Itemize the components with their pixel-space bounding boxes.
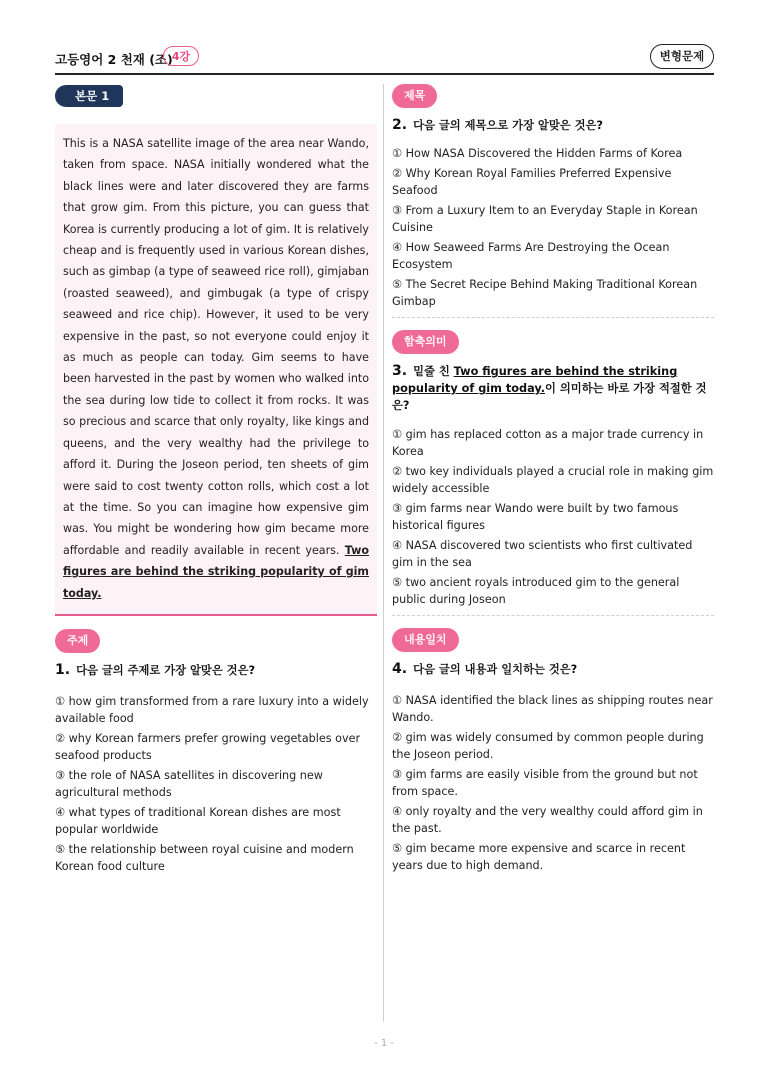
q4-prompt: 다음 글의 내용과 일치하는 것은? bbox=[413, 663, 578, 676]
q1-title bbox=[55, 662, 377, 679]
q2-option-3[interactable]: ③ From a Luxury Item to an Everyday Staple in Korean Cuisine bbox=[392, 204, 698, 234]
header-rule bbox=[55, 73, 714, 75]
q4-title bbox=[392, 661, 714, 678]
q4-options bbox=[392, 692, 714, 874]
q1-number: 1. bbox=[55, 661, 71, 678]
passage-badge: 본문 1 bbox=[55, 85, 123, 107]
lesson-badge: 4강 bbox=[163, 46, 199, 66]
page-number: - 1 - bbox=[374, 1038, 394, 1049]
q4-option-5[interactable]: ⑤ gim became more expensive and scarce in recent years due to high demand. bbox=[392, 842, 686, 872]
q3-prompt-pre: 밑줄 친 bbox=[413, 365, 454, 378]
q2-option-5[interactable]: ⑤ The Secret Recipe Behind Making Traditional Korean Gimbap bbox=[392, 278, 698, 308]
q3-option-3[interactable]: ③ gim farms near Wando were built by two famous historical figures bbox=[392, 502, 679, 532]
q1-option-5[interactable]: ⑤ the relationship between royal cuisine and modern Korean food culture bbox=[55, 842, 354, 873]
q3-option-4[interactable]: ④ NASA discovered two scientists who first cultivated gim in the sea bbox=[392, 539, 693, 569]
question-type-badge: 변형문제 bbox=[650, 44, 714, 69]
column-divider bbox=[383, 84, 384, 1022]
q3-title bbox=[392, 363, 714, 414]
q3-prompt-underlined: Two figures are behind the striking popularity of gim today. bbox=[392, 365, 678, 395]
right-column bbox=[392, 84, 714, 877]
q1-option-1[interactable]: ① how gim transformed from a rare luxury into a widely available food bbox=[55, 694, 369, 725]
q1-type-badge: 주제 bbox=[55, 629, 100, 653]
q4-option-3[interactable]: ③ gim farms are easily visible from the ground but not from space. bbox=[392, 768, 698, 798]
q3-number: 3. bbox=[392, 363, 408, 379]
q2-number: 2. bbox=[392, 117, 408, 133]
q2-options bbox=[392, 145, 714, 310]
q1-option-4[interactable]: ④ what types of traditional Korean dishes are most popular worldwide bbox=[55, 805, 341, 836]
q3-options bbox=[392, 426, 714, 608]
q1-option-3[interactable]: ③ the role of NASA satellites in discovering new agricultural methods bbox=[55, 768, 323, 799]
q4-option-2[interactable]: ② gim was widely consumed by common people during the Joseon period. bbox=[392, 731, 704, 761]
q3-separator bbox=[392, 615, 714, 616]
q1-options bbox=[55, 693, 377, 875]
passage-underlined-sentence: Two figures are behind the striking popularity of gim today. bbox=[63, 543, 369, 600]
q2-option-2[interactable]: ② Why Korean Royal Families Preferred Expensive Seafood bbox=[392, 167, 672, 197]
q2-option-1[interactable]: ① How NASA Discovered the Hidden Farms of Korea bbox=[392, 147, 683, 160]
q2-prompt: 다음 글의 제목으로 가장 알맞은 것은? bbox=[413, 119, 603, 132]
passage-text bbox=[63, 133, 369, 604]
q2-separator bbox=[392, 317, 714, 318]
q4-option-4[interactable]: ④ only royalty and the very wealthy could afford gim in the past. bbox=[392, 805, 703, 835]
q3-option-5[interactable]: ⑤ two ancient royals introduced gim to the general public during Joseon bbox=[392, 576, 680, 606]
left-column bbox=[55, 84, 377, 878]
q3-prompt-post: 이 의미하는 바로 가장 적절한 것은? bbox=[392, 382, 707, 412]
q3-option-2[interactable]: ② two key individuals played a crucial role in making gim widely accessible bbox=[392, 465, 714, 495]
q1-option-2[interactable]: ② why Korean farmers prefer growing vegetables over seafood products bbox=[55, 731, 361, 762]
passage-body: This is a NASA satellite image of the area near Wando, taken from space. NASA initially wondered what the black lines were and later discovered they are farms that grow gim. From this picture, you can guess that Korea is currently producing a lot of gim. It is relatively cheap and is frequently used in various Korean dishes, such as gimbap (a type of seaweed rice roll), gimjaban (roasted seaweed), and gimbugak (a type of crispy seaweed and rice chip). However, it used to be very expensive in the past, so not everyone could enjoy it as much as people can today. Gim seems to have been harvested in the past by women who walked into the sea during low tide to collect it from rocks. It was so precious and scarce that only royalty, like kings and queens, and the very wealthy had the privilege to afford it. During the Joseon period, ten sheets of gim were said to cost twenty cotton rolls, which cost a lot at the time. So you can imagine how expensive gim was. You might be wondering how gim became more affordable and readily available in recent years. bbox=[63, 137, 369, 557]
q2-type-badge: 제목 bbox=[392, 84, 437, 108]
q4-option-1[interactable]: ① NASA identified the black lines as shipping routes near Wando. bbox=[392, 694, 713, 724]
q3-type-badge: 함축의미 bbox=[392, 330, 459, 354]
q1-prompt: 다음 글의 주제로 가장 알맞은 것은? bbox=[76, 663, 256, 677]
q2-title bbox=[392, 117, 714, 134]
page-header bbox=[55, 44, 714, 72]
q2-option-4[interactable]: ④ How Seaweed Farms Are Destroying the Ocean Ecosystem bbox=[392, 241, 670, 271]
q4-type-badge: 내용일치 bbox=[392, 628, 459, 652]
q3-option-1[interactable]: ① gim has replaced cotton as a major trade currency in Korea bbox=[392, 428, 704, 458]
passage-box bbox=[55, 124, 377, 616]
book-title: 고등영어 2 천재 (조) bbox=[55, 52, 173, 67]
q4-number: 4. bbox=[392, 661, 408, 677]
